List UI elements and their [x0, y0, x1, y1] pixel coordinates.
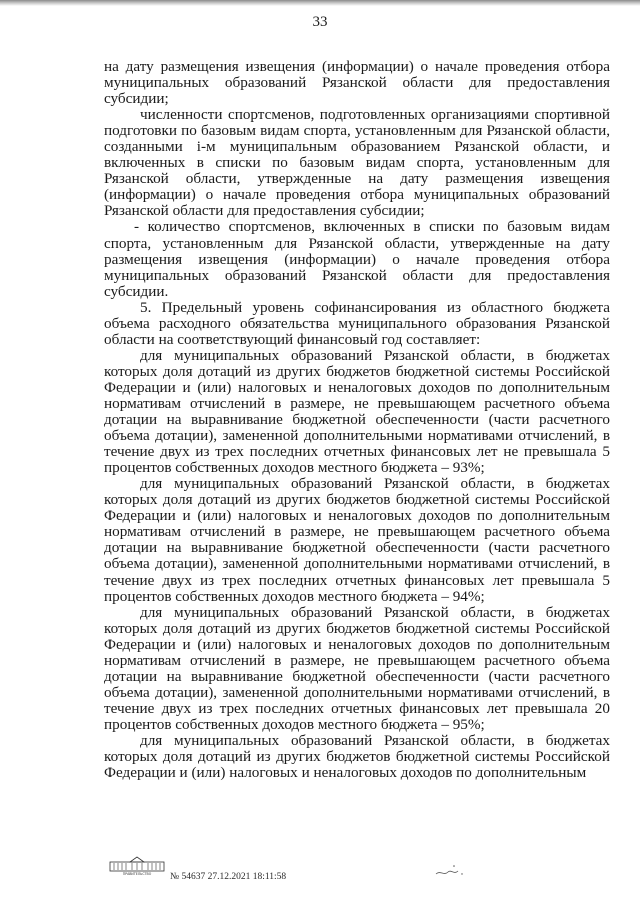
logo-caption: ПРАВИТЕЛЬСТВО — [122, 872, 152, 876]
paragraph-level-next: для муниципальных образований Рязанской области, в бюджетах которых доля дотаций из других бюджетов бюджетной системы Российской Федерации и (или) налоговых и неналоговых доходов по дополнительным — [104, 731, 610, 782]
paragraph-level-94: для муниципальных образований Рязанской области, в бюджетах которых доля дотаций из других бюджетов бюджетной системы Российской Федерации и (или) налоговых и неналоговых доходов по дополнительным нормативам отчислений в размере, не превышающем расчетного объема дотации на выравнивание бюджетной обеспеченности (части расчетного объема дотации), замененной дополнительными нормативами отчислений, в течение двух из трех последних отчетных финансовых лет превышала 5 процентов собственных доходов местного бюджета – 94%; — [104, 475, 610, 605]
paragraph-continuation: на дату размещения извещения (информации) о начале проведения отбора муниципальных образований Рязанской области для предоставления субсидии; — [104, 58, 610, 108]
registration-stamp: № 54637 27.12.2021 18:11:58 — [170, 872, 287, 882]
paragraph-level-93: для муниципальных образований Рязанской области, в бюджетах которых доля дотаций из других бюджетов бюджетной системы Российской Федерации и (или) налоговых и неналоговых доходов по дополнительным нормативам отчислений в размере, не превышающем расчетного объема дотации на выравнивание бюджетной обеспеченности (части расчетного объема дотации), замененной дополнительными нормативами отчислений, в течение двух из трех последних отчетных финансовых лет не превышала 5 процентов собственных доходов местного бюджета – 93%; — [104, 346, 610, 477]
scan-mark — [432, 862, 468, 880]
government-building-logo — [108, 854, 166, 876]
page-number: 33 — [312, 14, 328, 30]
paragraph-athletes-list: - количество спортсменов, включенных в списки по базовым видам спорта, установленным для Рязанской области, утвержденные на дату размещения извещения (информации) о начале проведения отбора муниципальных образований Рязанской области для предоставления субсидии. — [104, 218, 610, 300]
document-body — [104, 59, 610, 781]
paragraph-athletes-count: численности спортсменов, подготовленных организациями спортивной подготовки по базовым видам спорта, установленным для Рязанской области, созданными i-м муниципальным образованием Рязанской области, и включенных в списки по базовым видам спорта, установленным для Рязанской области, утвержденные на дату размещения извещения (информации) о начале проведения отбора муниципальных образований Рязанской области для предоставления субсидии; — [104, 106, 610, 220]
paragraph-level-95: для муниципальных образований Рязанской области, в бюджетах которых доля дотаций из других бюджетов бюджетной системы Российской Федерации и (или) налоговых и неналоговых доходов по дополнительным нормативам отчислений в размере, не превышающем расчетного объема дотации на выравнивание бюджетной обеспеченности (части расчетного объема дотации), замененной дополнительными нормативами отчислений, в течение двух из трех последних отчетных финансовых лет превышала 20 процентов собственных доходов местного бюджета – 95%; — [104, 603, 610, 733]
paragraph-cofinancing-level: 5. Предельный уровень софинансирования из областного бюджета объема расходного обязательства муниципального образования Рязанской области на соответствующий финансовый год составляет: — [104, 298, 610, 348]
scan-top-edge — [0, 0, 640, 6]
